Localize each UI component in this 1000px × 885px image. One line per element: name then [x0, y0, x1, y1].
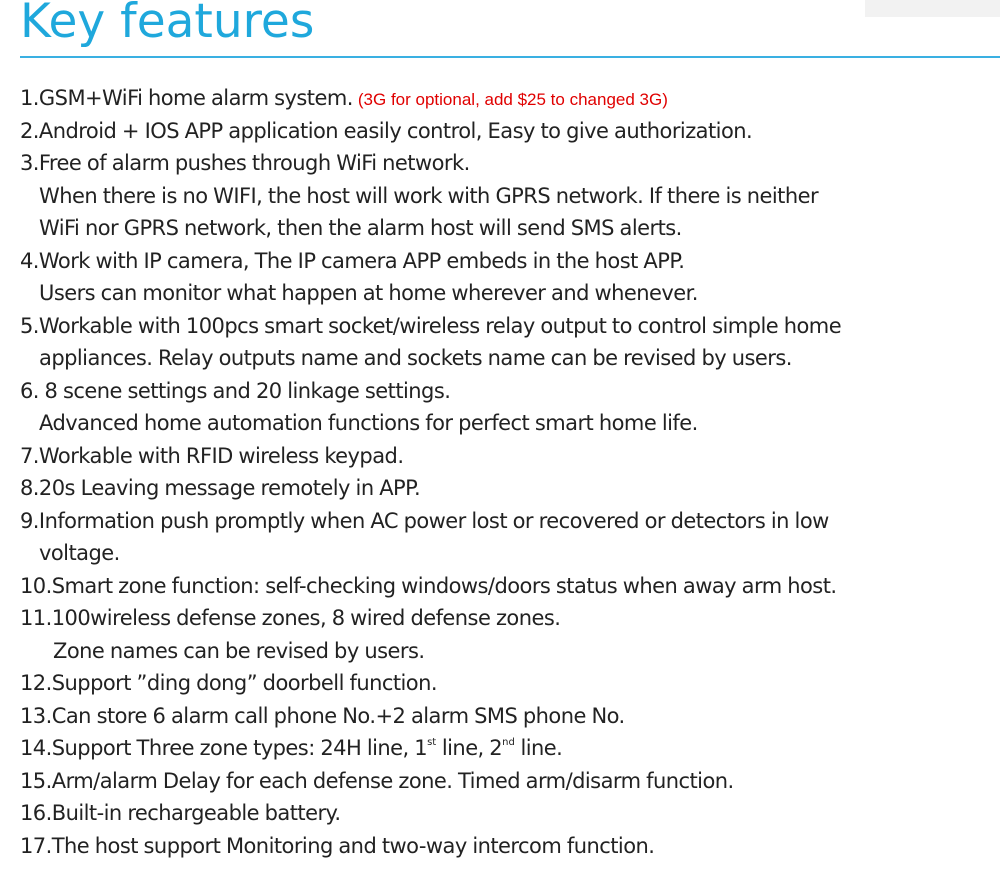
feature-14-prefix: 14.Support Three zone types: 24H line, 1	[20, 736, 428, 760]
feature-17: 17.The host support Monitoring and two-way intercom function.	[20, 833, 655, 858]
feature-16: 16.Built-in rechargeable battery.	[20, 801, 341, 825]
feature-11-continuation: Zone names can be revised by users.	[53, 638, 425, 663]
corner-shade	[865, 0, 1000, 17]
feature-6: 6. 8 scene settings and 20 linkage settings.	[20, 378, 451, 403]
feature-15: 15.Arm/alarm Delay for each defense zone. Timed arm/disarm function.	[20, 768, 734, 793]
feature-11: 11.100wireless defense zones, 8 wired defense zones.	[20, 606, 561, 630]
feature-8: 8.20s Leaving message remotely in APP.	[20, 476, 421, 500]
feature-9: 9.Information push promptly when AC power lost or recovered or detectors in low	[20, 508, 829, 533]
feature-12: 12.Support ”ding dong” doorbell function.	[20, 671, 437, 695]
feature-1-note: (3G for optional, add $25 to changed 3G)	[357, 90, 668, 109]
feature-10: 10.Smart zone function: self-checking windows/doors status when away arm host.	[20, 573, 837, 598]
page-title: Key features	[20, 0, 315, 49]
feature-1	[20, 82, 995, 115]
feature-14	[20, 732, 995, 765]
feature-list	[20, 82, 995, 862]
feature-14-sup-st: st	[427, 737, 437, 748]
feature-13: 13.Can store 6 alarm call phone No.+2 alarm SMS phone No.	[20, 703, 625, 728]
feature-7: 7.Workable with RFID wireless keypad.	[20, 443, 404, 468]
feature-5: 5.Workable with 100pcs smart socket/wireless relay output to control simple home	[20, 313, 842, 338]
feature-3: 3.Free of alarm pushes through WiFi network.	[20, 151, 470, 175]
feature-3-continuation: WiFi nor GPRS network, then the alarm host will send SMS alerts.	[39, 216, 682, 240]
feature-14-sup-nd: nd	[502, 737, 515, 748]
feature-4: 4.Work with IP camera, The IP camera APP embeds in the host APP.	[20, 248, 685, 273]
title-divider	[20, 56, 1000, 58]
feature-6-continuation: Advanced home automation functions for perfect smart home life.	[39, 411, 698, 435]
feature-5-continuation: appliances. Relay outputs name and sockets name can be revised by users.	[39, 346, 792, 370]
feature-2: 2.Android + IOS APP application easily control, Easy to give authorization.	[20, 118, 753, 143]
feature-1-text: 1.GSM+WiFi home alarm system.	[20, 86, 353, 110]
feature-4-continuation: Users can monitor what happen at home wherever and whenever.	[39, 281, 698, 305]
feature-9-continuation: voltage.	[39, 541, 120, 565]
feature-3-continuation: When there is no WIFI, the host will work with GPRS network. If there is neither	[39, 183, 819, 208]
feature-14-suffix: line.	[514, 736, 563, 760]
feature-14-middle: line, 2	[436, 736, 503, 760]
